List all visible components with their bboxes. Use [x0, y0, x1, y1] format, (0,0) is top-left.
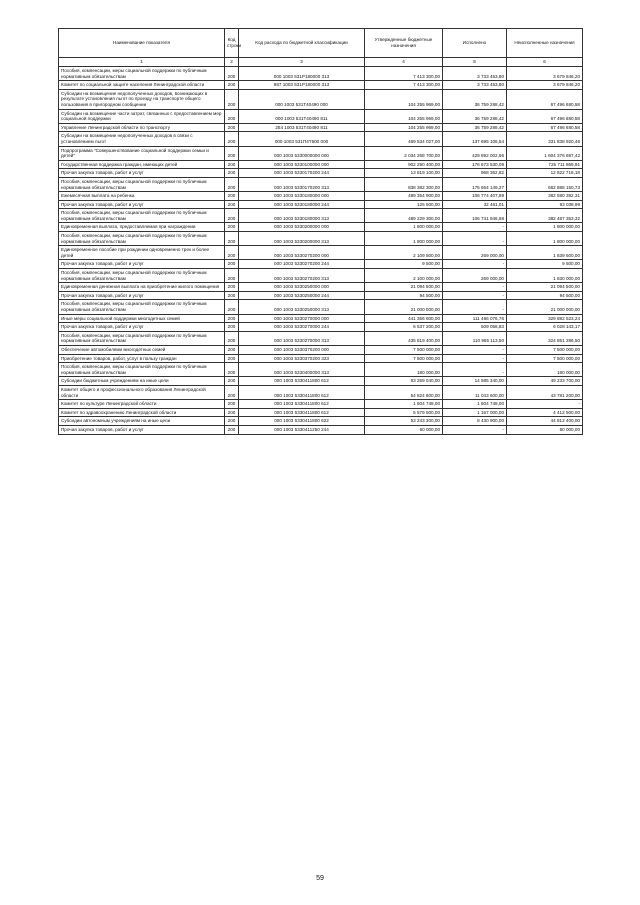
row-approved: 7 413 300,00	[365, 81, 443, 90]
row-executed: -	[443, 223, 507, 232]
row-executed: -	[443, 260, 507, 269]
row-name: Субсидии на возмещение части затрат, связанных с предоставлением мер социальной поддержки	[59, 109, 225, 123]
row-name: Управление Ленинградской области по транспорту	[59, 123, 225, 132]
table-row	[59, 89, 583, 109]
row-approved: 902 290 400,00	[365, 160, 443, 169]
table-row	[59, 400, 583, 409]
row-line-code: 200	[225, 200, 239, 209]
table-row	[59, 425, 583, 434]
row-approved: 104 255 969,00	[365, 109, 443, 123]
row-approved: 2 109 500,00	[365, 246, 443, 260]
row-executed: 11 043 600,00	[443, 385, 507, 399]
row-name: Единовременная выплата, предоставляемая при награждении	[59, 223, 225, 232]
row-unexecuted: 324 851 286,50	[507, 331, 583, 345]
table-row	[59, 260, 583, 269]
row-name: Пособия, компенсации, меры социальной поддержки по публичным нормативным обязательствам	[59, 331, 225, 345]
row-expense-code: 000 1003 5330270000 244	[239, 323, 365, 332]
table-row	[59, 132, 583, 146]
row-unexecuted: 1 604 376 697,42	[507, 146, 583, 160]
column-number: 5	[443, 58, 507, 67]
row-expense-code: 000 1003 5330411250 244	[239, 425, 365, 434]
row-expense-code: 000 1003 5330250000 244	[239, 291, 365, 300]
row-approved: 9 500,00	[365, 260, 443, 269]
row-expense-code: 000 1003 531П4Т500 000	[239, 132, 365, 146]
row-line-code: 200	[225, 331, 239, 345]
row-unexecuted: 21 000 000,00	[507, 300, 583, 314]
row-name: Субсидии на возмещение недополученных доходов, возникающих в результате установления льгот по проезду на транспорте общего пользования в пригородном сообщении	[59, 89, 225, 109]
column-number: 1	[59, 58, 225, 67]
row-unexecuted: 49 233 700,00	[507, 377, 583, 386]
row-line-code: 200	[225, 345, 239, 354]
row-unexecuted: 43 781 200,00	[507, 385, 583, 399]
table-row	[59, 192, 583, 201]
row-line-code: 200	[225, 363, 239, 377]
row-unexecuted: 7 500 000,00	[507, 345, 583, 354]
row-name: Прочая закупка товаров, работ и услуг	[59, 323, 225, 332]
column-number: 3	[239, 58, 365, 67]
row-unexecuted: 1 800 000,00	[507, 232, 583, 246]
row-expense-code: 987 1003 531Р180000 313	[239, 81, 365, 90]
row-line-code: 200	[225, 177, 239, 191]
row-executed: 269 000,00	[443, 269, 507, 283]
row-name: Государственная поддержка граждан, имеющих детей	[59, 160, 225, 169]
row-executed: 36 759 288,42	[443, 123, 507, 132]
table-row	[59, 331, 583, 345]
table-row	[59, 246, 583, 260]
row-expense-code: 000 1003 5330400000 313	[239, 363, 365, 377]
row-executed: -	[443, 291, 507, 300]
column-number: 2	[225, 58, 239, 67]
row-line-code: 200	[225, 67, 239, 81]
row-approved: 94 500,00	[365, 291, 443, 300]
row-line-code: 200	[225, 323, 239, 332]
table-row	[59, 408, 583, 417]
row-approved: 1 800 000,00	[365, 223, 443, 232]
row-name: Комитет по здравоохранению Ленинградской области	[59, 408, 225, 417]
row-executed: 968 362,82	[443, 169, 507, 178]
row-executed: 1 167 000,00	[443, 408, 507, 417]
row-expense-code: 000 1003 5330411800 612	[239, 377, 365, 386]
row-executed: 14 585 340,00	[443, 377, 507, 386]
row-approved: 441 356 600,00	[365, 314, 443, 323]
row-executed: 176 673 530,09	[443, 160, 507, 169]
table-row	[59, 109, 583, 123]
row-expense-code: 000 1003 5330250000 313	[239, 300, 365, 314]
row-approved: 2 100 000,00	[365, 269, 443, 283]
row-line-code: 200	[225, 160, 239, 169]
row-name: Комитет по социальной защите населения Ленинградской области	[59, 81, 225, 90]
row-name: Пособия, компенсации, меры социальной поддержки по публичным нормативным обязательствам	[59, 269, 225, 283]
row-expense-code: 000 1003 5330411800 612	[239, 408, 365, 417]
row-executed: 1 604 748,00	[443, 400, 507, 409]
row-executed: -	[443, 363, 507, 377]
row-approved: 838 382 300,00	[365, 177, 443, 191]
row-line-code: 200	[225, 283, 239, 292]
row-name: Прочая закупка товаров, работ и услуг	[59, 291, 225, 300]
row-approved: 7 413 300,00	[365, 67, 443, 81]
row-expense-code: 000 1003 531Р180000 313	[239, 67, 365, 81]
header-unexecuted: Неисполненные назначения	[507, 29, 583, 58]
table-row	[59, 146, 583, 160]
row-unexecuted: 60 000,00	[507, 425, 583, 434]
row-line-code: 200	[225, 89, 239, 109]
row-approved: 63 269 040,00	[365, 377, 443, 386]
row-line-code: 200	[225, 109, 239, 123]
row-name: Единовременное пособие при рождении одновременно трех и более детей	[59, 246, 225, 260]
row-unexecuted: 329 882 523,24	[507, 314, 583, 323]
row-expense-code: 000 1003 5330180000 313	[239, 209, 365, 223]
row-expense-code: 000 1003 5330180000 244	[239, 200, 365, 209]
table-header-row	[59, 29, 583, 58]
row-expense-code: 000 1003 5330411800 612	[239, 400, 365, 409]
row-line-code: 200	[225, 385, 239, 399]
row-expense-code: 000 1003 5330000000 000	[239, 146, 365, 160]
report-sheet	[58, 28, 582, 435]
row-executed: 269 000,00	[443, 246, 507, 260]
row-name: Обеспечение автомобилями многодетных семей	[59, 345, 225, 354]
table-row	[59, 385, 583, 399]
row-name: Субсидии автономным учреждениям на иные цели	[59, 417, 225, 426]
row-unexecuted: 382 580 392,31	[507, 192, 583, 201]
table-row	[59, 283, 583, 292]
row-name: Прочая закупка товаров, работ и услуг	[59, 169, 225, 178]
row-approved: 104 255 969,00	[365, 123, 443, 132]
row-line-code: 200	[225, 81, 239, 90]
row-approved: 489 354 900,00	[365, 192, 443, 201]
row-line-code: 200	[225, 132, 239, 146]
row-expense-code: 000 1003 5330370200 323	[239, 354, 365, 363]
row-expense-code: 000 1003 5330100000 000	[239, 160, 365, 169]
table-row	[59, 123, 583, 132]
row-expense-code: 000 1003 5330170200 244	[239, 169, 365, 178]
row-approved: 489 229 300,00	[365, 209, 443, 223]
row-expense-code: 000 1003 5330270000 000	[239, 314, 365, 323]
header-approved: Утвержденные бюджетные назначения	[365, 29, 443, 58]
row-unexecuted: 93 038,99	[507, 200, 583, 209]
row-approved: 6 537 200,00	[365, 323, 443, 332]
column-number: 4	[365, 58, 443, 67]
row-name: Приобретение товаров, работ, услуг в пользу граждан	[59, 354, 225, 363]
table-row	[59, 160, 583, 169]
row-expense-code: 000 1003 5330370200 000	[239, 345, 365, 354]
row-name: Ежемесячная выплата на ребенка	[59, 192, 225, 201]
header-line-code: Код строки	[225, 29, 239, 58]
row-expense-code: 000 1003 5330200000 313	[239, 232, 365, 246]
table-row	[59, 81, 583, 90]
row-expense-code: 000 1003 5330170200 313	[239, 177, 365, 191]
row-approved: 53 243 300,00	[365, 417, 443, 426]
row-expense-code: 000 1003 531Т40490 000	[239, 89, 365, 109]
row-line-code: 200	[225, 314, 239, 323]
table-row	[59, 223, 583, 232]
column-number: 6	[507, 58, 583, 67]
table-row	[59, 417, 583, 426]
row-executed: 32 461,01	[443, 200, 507, 209]
row-approved: 469 534 027,00	[365, 132, 443, 146]
row-executed: 509 056,83	[443, 323, 507, 332]
row-line-code: 200	[225, 223, 239, 232]
row-executed: -	[443, 354, 507, 363]
row-expense-code: 000 1003 5330270200 000	[239, 246, 365, 260]
row-executed: -	[443, 232, 507, 246]
row-line-code: 200	[225, 209, 239, 223]
row-expense-code: 000 1003 5330200000 000	[239, 223, 365, 232]
row-line-code: 200	[225, 146, 239, 160]
row-name: Пособия, компенсации, меры социальной поддержки по публичным нормативным обязательствам	[59, 209, 225, 223]
row-approved: 435 819 400,00	[365, 331, 443, 345]
row-approved: 5 579 500,00	[365, 408, 443, 417]
row-name: Пособия, компенсации, меры социальной поддержки по публичным нормативным обязательствам	[59, 363, 225, 377]
row-line-code: 200	[225, 291, 239, 300]
row-approved: 1 604 748,00	[365, 400, 443, 409]
row-expense-code: 000 1003 5330270200 313	[239, 269, 365, 283]
row-name: Пособия, компенсации, меры социальной поддержки по публичным нормативным обязательствам	[59, 232, 225, 246]
page-number: 59	[316, 875, 324, 882]
row-unexecuted: 4 412 500,00	[507, 408, 583, 417]
row-unexecuted: 12 822 716,18	[507, 169, 583, 178]
table-row	[59, 177, 583, 191]
row-approved: 60 000,00	[365, 425, 443, 434]
row-executed: 175 664 149,27	[443, 177, 507, 191]
row-executed: 106 741 946,68	[443, 209, 507, 223]
row-approved: 2 034 268 700,00	[365, 146, 443, 160]
row-executed: 3 733 453,80	[443, 67, 507, 81]
column-number-row	[59, 58, 583, 67]
table-row	[59, 169, 583, 178]
row-line-code: 200	[225, 377, 239, 386]
row-executed: 3 733 453,80	[443, 81, 507, 90]
row-unexecuted: 6 028 143,17	[507, 323, 583, 332]
row-executed: 110 965 113,50	[443, 331, 507, 345]
budget-execution-table	[58, 28, 583, 435]
row-name: Прочая закупка товаров, работ и услуг	[59, 425, 225, 434]
row-name: Пособия, компенсации, меры социальной поддержки по публичным нормативным обязательствам	[59, 300, 225, 314]
row-unexecuted: 67 496 680,58	[507, 89, 583, 109]
row-executed: 106 774 407,89	[443, 192, 507, 201]
row-line-code: 200	[225, 232, 239, 246]
table-row	[59, 232, 583, 246]
row-expense-code: 000 1003 5330411800 622	[239, 417, 365, 426]
row-line-code: 200	[225, 192, 239, 201]
table-row	[59, 269, 583, 283]
table-row	[59, 345, 583, 354]
row-line-code: 200	[225, 246, 239, 260]
row-line-code: 200	[225, 123, 239, 132]
row-approved: 7 500 000,00	[365, 345, 443, 354]
row-name: Единовременная денежная выплата на приобретение жилого помещения	[59, 283, 225, 292]
table-row	[59, 323, 583, 332]
row-executed: -	[443, 345, 507, 354]
row-expense-code: 000 1003 5330270200 244	[239, 260, 365, 269]
table-row	[59, 354, 583, 363]
row-approved: 54 824 800,00	[365, 385, 443, 399]
table-row	[59, 300, 583, 314]
row-unexecuted: 7 500 000,00	[507, 354, 583, 363]
table-row	[59, 200, 583, 209]
row-unexecuted: 67 496 680,58	[507, 109, 583, 123]
row-expense-code: 254 1003 531Т40490 811	[239, 123, 365, 132]
row-unexecuted: 180 000,00	[507, 363, 583, 377]
row-unexecuted: 725 711 869,91	[507, 160, 583, 169]
row-line-code: 200	[225, 425, 239, 434]
row-approved: 180 000,00	[365, 363, 443, 377]
row-line-code: 200	[225, 269, 239, 283]
row-unexecuted: 382 487 353,32	[507, 209, 583, 223]
header-expense-code: Код расхода по бюджетной классификации	[239, 29, 365, 58]
row-executed: 8 430 900,00	[443, 417, 507, 426]
row-executed: 137 695 106,54	[443, 132, 507, 146]
row-unexecuted: 1 830 000,00	[507, 269, 583, 283]
table-row	[59, 363, 583, 377]
row-name: Подпрограмма "Совершенствование социальной поддержки семьи и детей"	[59, 146, 225, 160]
row-name: Комитет по культуре Ленинградской области	[59, 400, 225, 409]
row-executed: -	[443, 425, 507, 434]
row-unexecuted: 331 838 920,46	[507, 132, 583, 146]
row-line-code: 200	[225, 300, 239, 314]
row-name: Пособия, компенсации, меры социальной поддержки по публичным нормативным обязательствам	[59, 177, 225, 191]
row-name: Субсидии на возмещение недополученных доходов в связи с установлением льгот	[59, 132, 225, 146]
header-indicator-name: Наименование показателя	[59, 29, 225, 58]
row-name: Прочая закупка товаров, работ и услуг	[59, 200, 225, 209]
row-line-code: 200	[225, 408, 239, 417]
row-line-code: 200	[225, 169, 239, 178]
row-expense-code: 000 1003 531Т40490 811	[239, 109, 365, 123]
row-executed: -	[443, 300, 507, 314]
row-unexecuted: 9 500,00	[507, 260, 583, 269]
table-row	[59, 377, 583, 386]
row-unexecuted: 3 679 846,20	[507, 67, 583, 81]
row-unexecuted: 1 839 500,00	[507, 246, 583, 260]
row-unexecuted: 21 094 500,00	[507, 283, 583, 292]
row-unexecuted: -	[507, 400, 583, 409]
row-line-code: 200	[225, 417, 239, 426]
row-approved: 125 500,00	[365, 200, 443, 209]
row-line-code: 200	[225, 260, 239, 269]
row-line-code: 200	[225, 354, 239, 363]
row-name: Пособия, компенсации, меры социальной поддержки по публичным нормативным обязательствам	[59, 67, 225, 81]
table-body	[59, 67, 583, 435]
row-name: Комитет общего и профессионального образования Ленинградской области	[59, 385, 225, 399]
row-approved: 1 800 000,00	[365, 232, 443, 246]
table-row	[59, 291, 583, 300]
row-approved: 21 000 000,00	[365, 300, 443, 314]
table-row	[59, 67, 583, 81]
table-row	[59, 209, 583, 223]
row-name: Прочая закупка товаров, работ и услуг	[59, 260, 225, 269]
row-unexecuted: 3 679 846,20	[507, 81, 583, 90]
row-executed: 429 892 002,66	[443, 146, 507, 160]
row-approved: 104 255 969,00	[365, 89, 443, 109]
row-name: Субсидии бюджетным учреждениям на иные цели	[59, 377, 225, 386]
row-unexecuted: 662 888 150,73	[507, 177, 583, 191]
row-expense-code: 000 1003 5330411800 612	[239, 385, 365, 399]
row-approved: 21 094 500,00	[365, 283, 443, 292]
row-unexecuted: 94 500,00	[507, 291, 583, 300]
row-expense-code: 000 1003 5330250000 000	[239, 283, 365, 292]
table-row	[59, 314, 583, 323]
header-executed: Исполнено	[443, 29, 507, 58]
row-expense-code: 000 1003 5330180000 000	[239, 192, 365, 201]
row-unexecuted: 67 496 680,58	[507, 123, 583, 132]
row-name: Иные меры социальной поддержки многодетных семей	[59, 314, 225, 323]
row-unexecuted: 44 812 400,00	[507, 417, 583, 426]
row-unexecuted: 1 800 000,00	[507, 223, 583, 232]
row-approved: 7 500 000,00	[365, 354, 443, 363]
row-executed: -	[443, 283, 507, 292]
row-approved: 13 819 100,00	[365, 169, 443, 178]
row-line-code: 200	[225, 400, 239, 409]
row-expense-code: 000 1003 5330270000 313	[239, 331, 365, 345]
row-executed: 36 759 288,42	[443, 109, 507, 123]
row-executed: 111 466 076,76	[443, 314, 507, 323]
row-executed: 36 759 288,42	[443, 89, 507, 109]
